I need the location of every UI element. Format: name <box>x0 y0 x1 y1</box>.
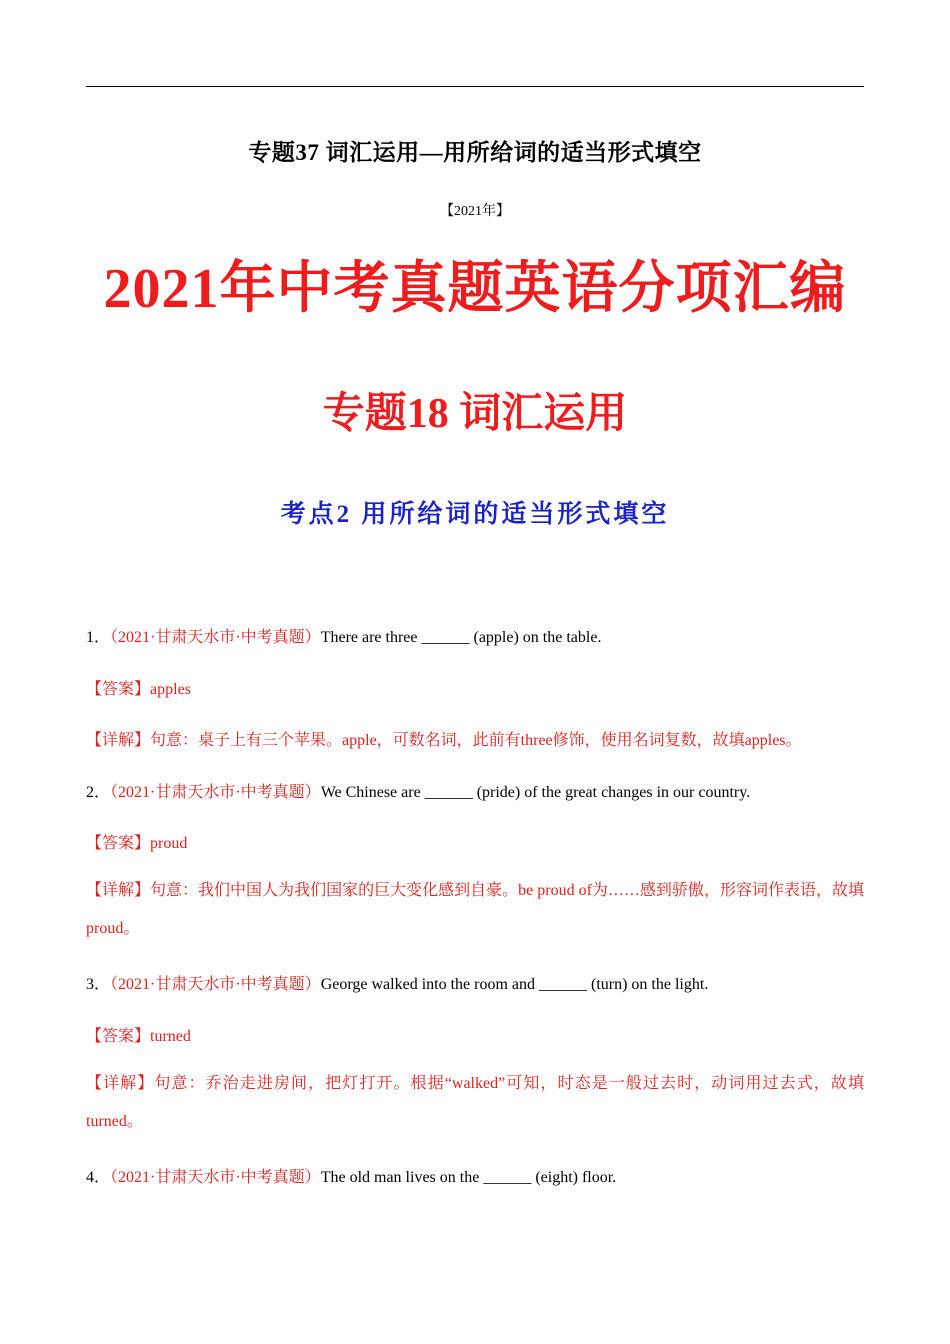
main-title: 2021年中考真题英语分项汇编 <box>103 258 847 320</box>
question-source: （2021·甘肃天水市·中考真题） <box>110 784 321 801</box>
answer-2 <box>86 830 866 853</box>
point-title: 考点2 用所给词的适当形式填空 <box>280 501 670 528</box>
detail-1 <box>86 727 866 750</box>
answer-label: 【答案】 <box>86 835 151 852</box>
question-text: There are three ______ (apple) on the table. <box>320 629 602 646</box>
question-text: The old man lives on the ______ (eight) floor. <box>320 1169 617 1186</box>
answer-label: 【答案】 <box>86 681 151 698</box>
detail-3 <box>86 1065 864 1141</box>
detail-2 <box>86 872 864 948</box>
detail-text: 句意：桌子上有三个苹果。apple，可数名词，此前有three修饰，使用名词复数，故填apples。 <box>150 732 802 749</box>
answer-value: proud <box>150 835 188 852</box>
question-source: （2021·甘肃天水市·中考真题） <box>110 629 321 646</box>
answer-value: turned <box>150 1028 191 1045</box>
question-1 <box>86 624 866 647</box>
answer-3 <box>86 1023 866 1046</box>
question-source: （2021·甘肃天水市·中考真题） <box>110 976 321 993</box>
question-number: 2． <box>86 784 111 801</box>
detail-text: 句意：我们中国人为我们国家的巨大变化感到自豪。be proud of为……感到骄傲，形容词作表语，故填proud。 <box>86 882 864 937</box>
answer-value: apples <box>150 681 191 698</box>
detail-text: 句意：乔治走进房间，把灯打开。根据“walked”可知，时态是一般过去时，动词用过去式，故填turned。 <box>86 1075 864 1130</box>
question-number: 1． <box>86 629 111 646</box>
answer-1 <box>86 676 866 699</box>
question-number: 3． <box>86 976 111 993</box>
year-tag: 【2021年】 <box>440 204 510 219</box>
detail-label: 【详解】 <box>86 882 151 899</box>
detail-label: 【详解】 <box>86 1075 155 1092</box>
answer-label: 【答案】 <box>86 1028 151 1045</box>
question-4 <box>86 1164 866 1187</box>
header-rule <box>86 86 864 87</box>
question-source: （2021·甘肃天水市·中考真题） <box>110 1169 321 1186</box>
question-text: We Chinese are ______ (pride) of the great changes in our country. <box>320 784 751 801</box>
detail-label: 【详解】 <box>86 732 151 749</box>
series-title: 专题37 词汇运用—用所给词的适当形式填空 <box>248 140 702 165</box>
question-3 <box>86 971 866 994</box>
question-number: 4． <box>86 1169 111 1186</box>
question-2 <box>86 779 866 802</box>
topic-title: 专题18 词汇运用 <box>322 391 628 437</box>
question-text: George walked into the room and ______ (turn) on the light. <box>320 976 709 993</box>
